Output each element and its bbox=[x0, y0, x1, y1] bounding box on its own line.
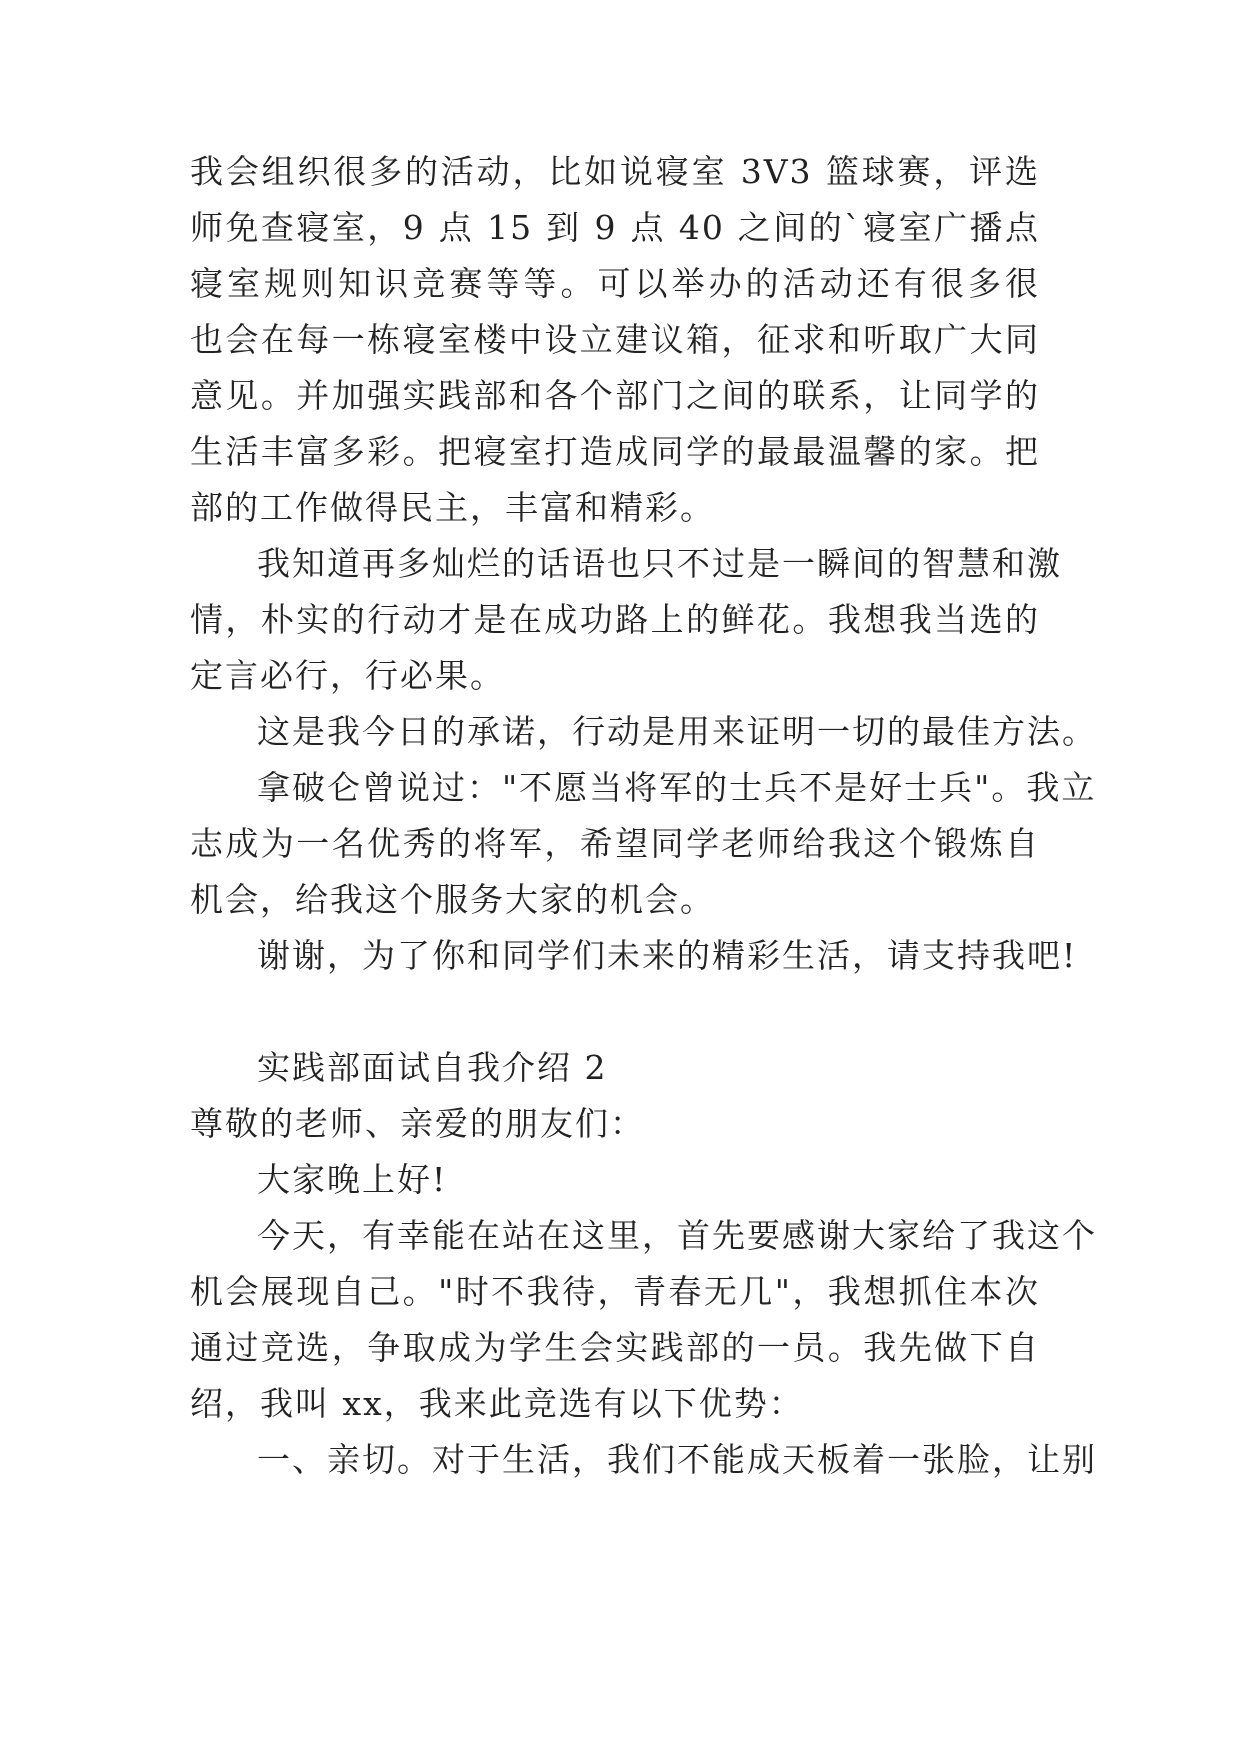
text-line: 我会组织很多的活动，比如说寝室 3V3 篮球赛，评选 bbox=[190, 152, 1040, 191]
text-line: 绍，我叫 xx，我来此竞选有以下优势： bbox=[190, 1384, 804, 1423]
paragraph-start: 今天，有幸能在站在这里，首先要感谢大家给了我这个 bbox=[257, 1216, 1097, 1255]
text-line: 寝室规则知识竞赛等等。可以举办的活动还有很多很 bbox=[190, 264, 1040, 303]
text-line: 意见。并加强实践部和各个部门之间的联系，让同学的 bbox=[190, 376, 1040, 415]
section-heading: 实践部面试自我介绍 2 bbox=[257, 1048, 608, 1087]
text-line: 师免查寝室，9 点 15 到 9 点 40 之间的`寝室广播点 bbox=[190, 208, 1040, 247]
greeting: 大家晚上好! bbox=[257, 1160, 448, 1199]
paragraph-start: 我知道再多灿烂的话语也只不过是一瞬间的智慧和激 bbox=[257, 544, 1062, 583]
text-line: 机会，给我这个服务大家的机会。 bbox=[190, 880, 715, 919]
text-line: 机会展现自己。"时不我待，青春无几"，我想抓住本次 bbox=[190, 1272, 1040, 1311]
paragraph-start: 这是我今日的承诺，行动是用来证明一切的最佳方法。 bbox=[257, 712, 1097, 751]
text-line: 也会在每一栋寝室楼中设立建议箱，征求和听取广大同 bbox=[190, 320, 1040, 359]
text-line: 生活丰富多彩。把寝室打造成同学的最最温馨的家。把 bbox=[190, 432, 1040, 471]
text-line: 情，朴实的行动才是在成功路上的鲜花。我想我当选的 bbox=[190, 600, 1040, 639]
paragraph-start: 谢谢，为了你和同学们未来的精彩生活，请支持我吧! bbox=[257, 936, 1078, 975]
text-line: 部的工作做得民主，丰富和精彩。 bbox=[190, 488, 715, 527]
text-line: 定言必行，行必果。 bbox=[190, 656, 505, 695]
text-line: 通过竞选，争取成为学生会实践部的一员。我先做下自 bbox=[190, 1328, 1040, 1367]
paragraph-start: 拿破仑曾说过："不愿当将军的士兵不是好士兵"。我立 bbox=[257, 768, 1097, 807]
text-line: 志成为一名优秀的将军，希望同学老师给我这个锻炼自 bbox=[190, 824, 1040, 863]
paragraph-start: 一、亲切。对于生活，我们不能成天板着一张脸，让别 bbox=[257, 1440, 1097, 1479]
salutation: 尊敬的老师、亲爱的朋友们： bbox=[190, 1104, 645, 1143]
